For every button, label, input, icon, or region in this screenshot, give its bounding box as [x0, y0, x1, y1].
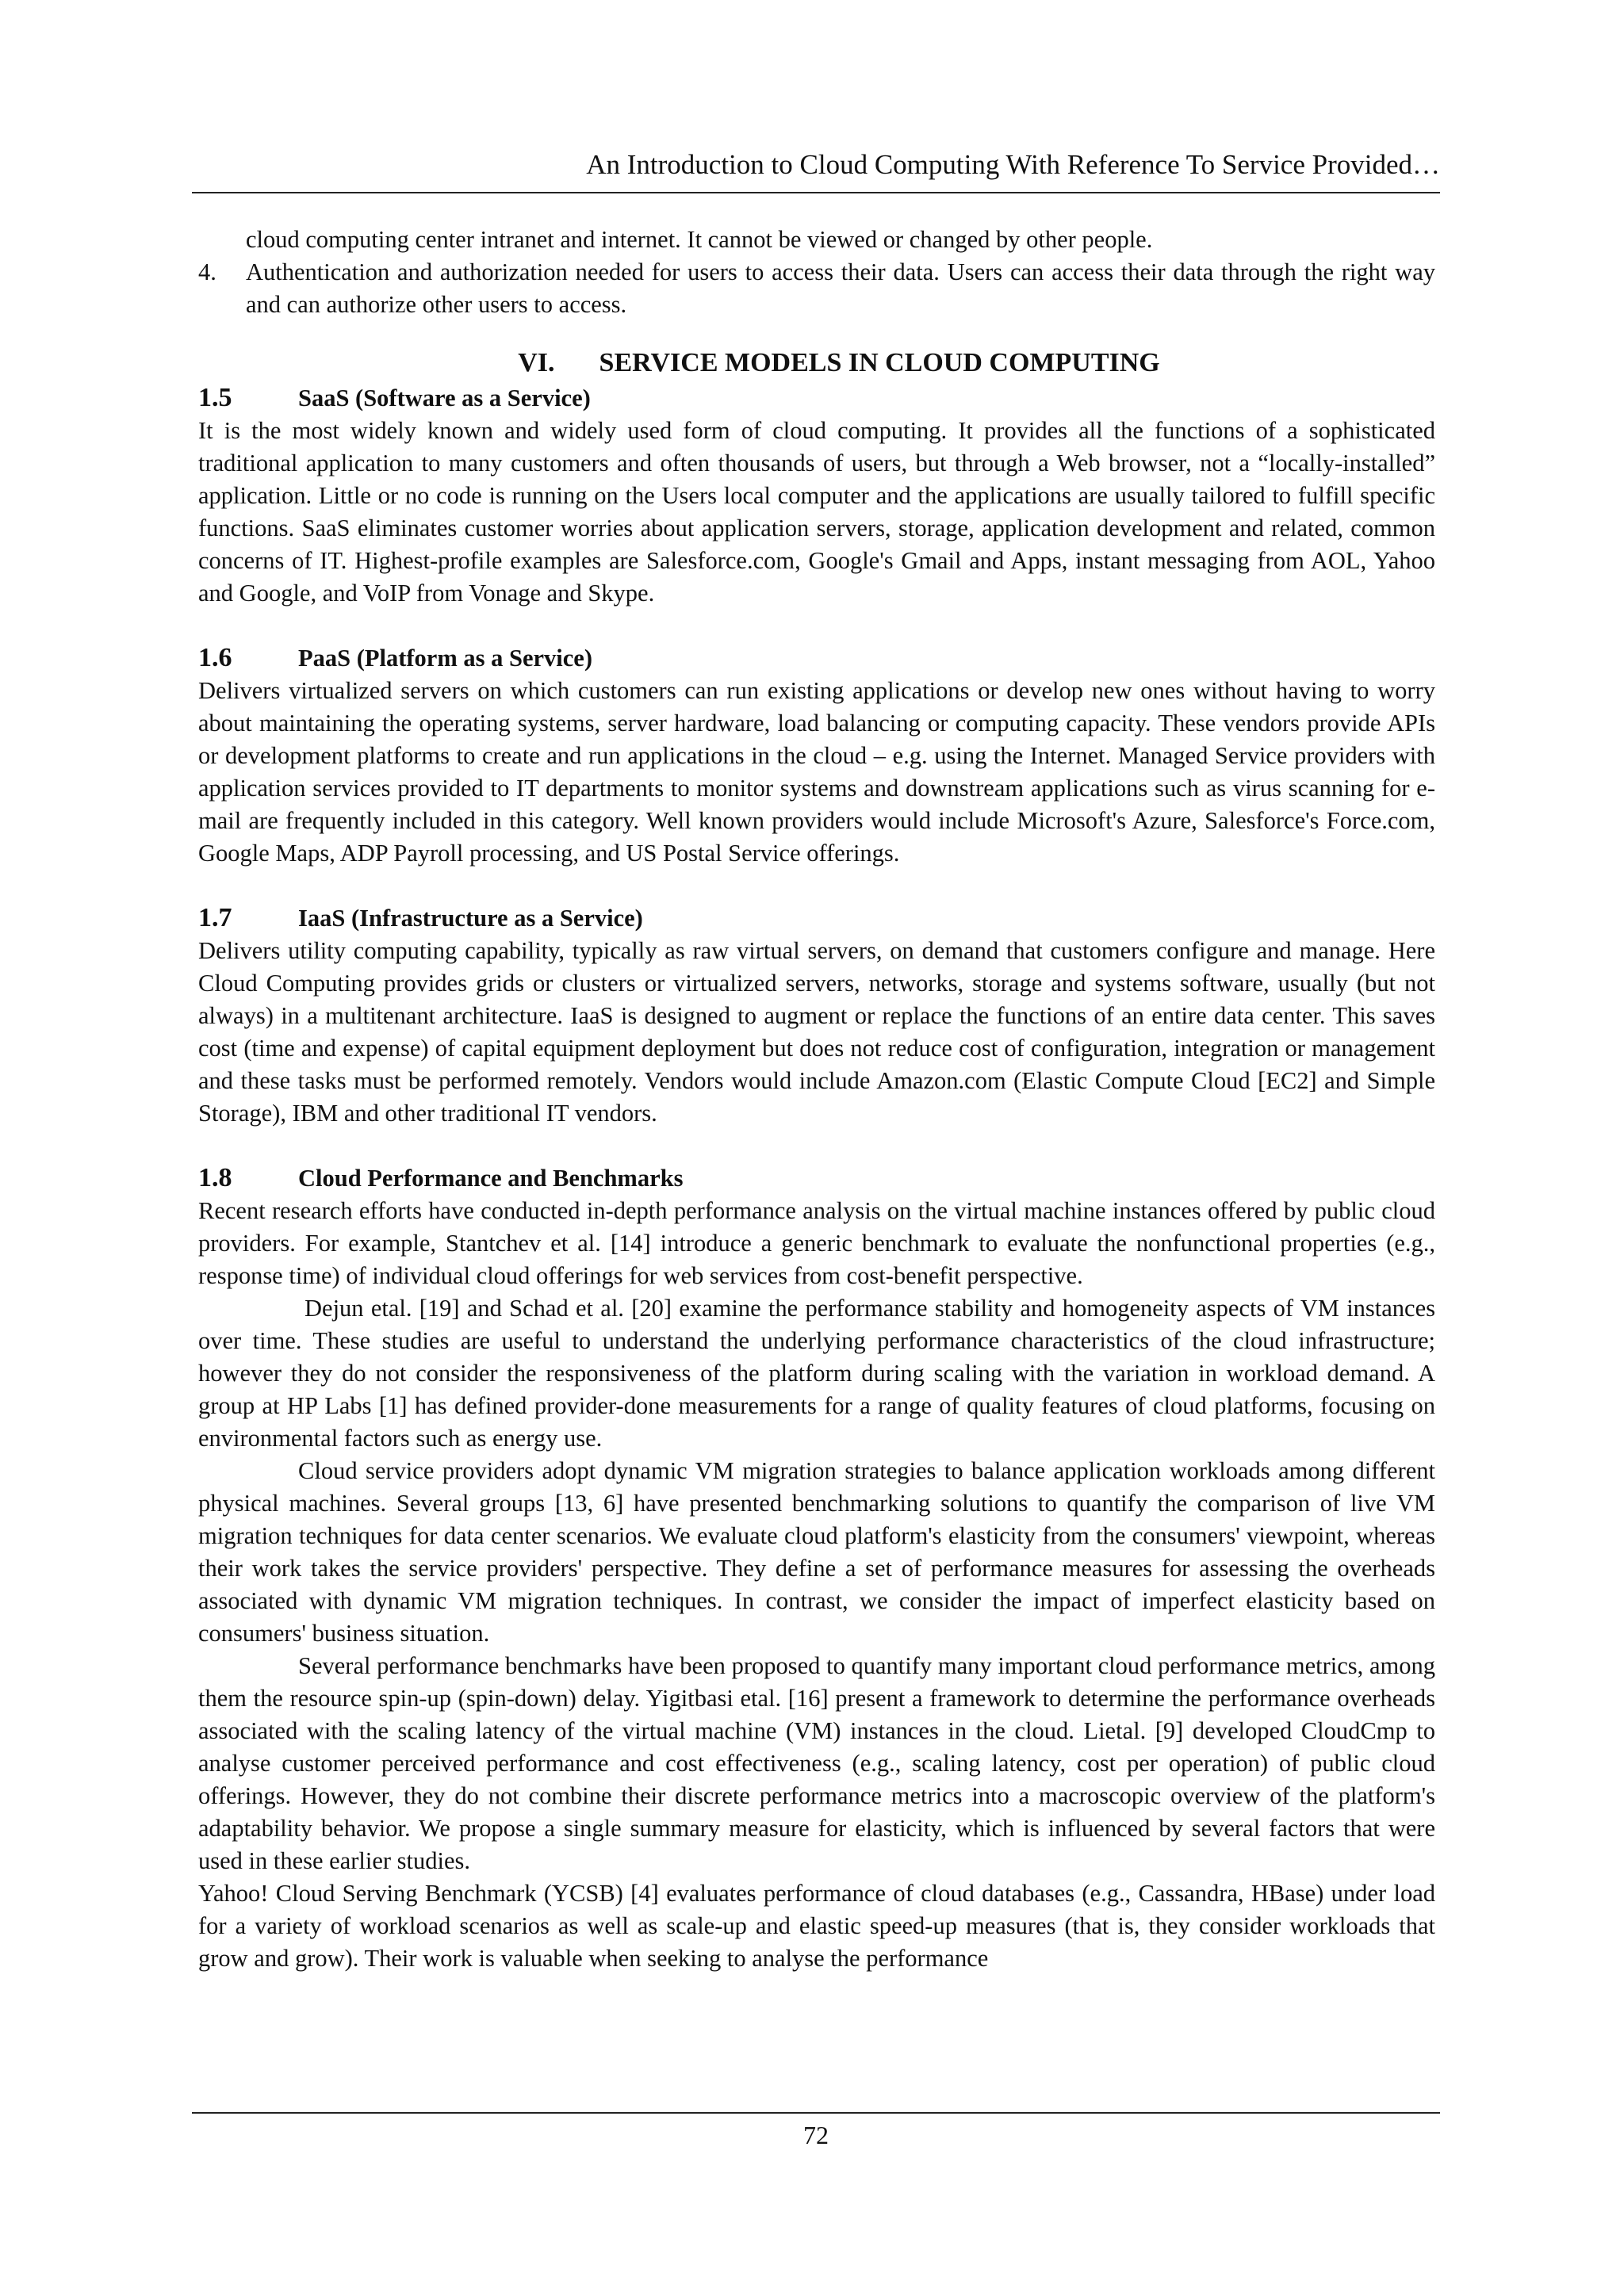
paragraph: It is the most widely known and widely used form of cloud computing. It provides all the functions of a sophisticated traditional application to many customers and often thousands of users, but through a Web browser, not a “locally-installed” application. Little or no code is running on the Users local computer and the applications are usually tailored to fulfill specific functions. SaaS eliminates customer worries about application servers, storage, application development and related, common concerns of IT. Highest-profile examples are Salesforce.com, Google's Gmail and Apps, instant messaging from AOL, Yahoo and Google, and VoIP from Vonage and Skype. [198, 417, 1435, 607]
subsection-title: IaaS (Infrastructure as a Service) [298, 905, 643, 932]
running-header: An Introduction to Cloud Computing With Reference To Service Provided… [586, 149, 1440, 180]
section-title: SERVICE MODELS IN CLOUD COMPUTING [599, 348, 1160, 377]
subsection-heading-saas [198, 381, 1435, 415]
subsection-title: Cloud Performance and Benchmarks [298, 1165, 684, 1192]
paragraph: Several performance benchmarks have been proposed to quantify many important cloud performance metrics, among them the resource spin-up (spin-down) delay. Yigitbasi etal. [16] present a framework to determine the performance overheads associated with the scaling latency of the virtual machine (VM) instances in the cloud. Lietal. [9] developed CloudCmp to analyse customer perceived performance and cost effectiveness (e.g., scaling latency, cost per operation) of public cloud offerings. However, they do not combine their discrete performance metrics into a macroscopic overview of the platform's adaptability behavior. We propose a single summary measure for elasticity, which is influenced by several factors that were used in these earlier studies. [198, 1652, 1435, 1874]
list-item-text: Authentication and authorization needed for users to access their data. Users can access their data through the right way and can authorize other users to access. [246, 258, 1435, 318]
subsection-number: 1.8 [198, 1163, 232, 1192]
footer-rule [192, 2112, 1440, 2114]
subsection-heading-paas [198, 641, 1435, 675]
list-item-number: 4. [198, 258, 216, 285]
list-item [198, 256, 1435, 321]
paragraph: Cloud service providers adopt dynamic VM migration strategies to balance application workloads among different physical machines. Several groups [13, 6] have presented benchmarking solutions to quantify the comparison of live VM migration techniques for data center scenarios. We evaluate cloud platform's elasticity from the consumers' viewpoint, whereas their work takes the service providers' perspective. They define a set of performance measures for assessing the overheads associated with dynamic VM migration techniques. In contrast, we consider the impact of imperfect elasticity based on consumers' business situation. [198, 1457, 1435, 1647]
subsection-heading-benchmarks [198, 1161, 1435, 1195]
paragraph: Recent research efforts have conducted in-depth performance analysis on the virtual machine instances offered by public cloud providers. For example, Stantchev et al. [14] introduce a generic benchmark to evaluate the nonfunctional properties (e.g., response time) of individual cloud offerings for web services from cost-benefit perspective. [198, 1197, 1435, 1289]
section-heading [198, 345, 1435, 381]
subsection-number: 1.5 [198, 383, 232, 412]
paragraph: Dejun etal. [19] and Schad et al. [20] examine the performance stability and homogeneity aspects of VM instances over time. These studies are useful to understand the underlying performance characteristics of the cloud infrastructure; however they do not consider the responsiveness of the platform during scaling with the variation in workload demand. A group at HP Labs [1] has defined provider-done measurements for a range of quality features of cloud platforms, focusing on environmental factors such as energy use. [198, 1295, 1435, 1452]
paragraph: Delivers virtualized servers on which customers can run existing applications or develop new ones without having to worry about maintaining the operating systems, server hardware, load balancing or computing capacity. These vendors provide APIs or development platforms to create and run applications in the cloud – e.g. using the Internet. Managed Service providers with application services provided to IT departments to monitor systems and downstream applications such as virus scanning for e-mail are frequently included in this category. Well known providers would include Microsoft's Azure, Salesforce's Force.com, Google Maps, ADP Payroll processing, and US Postal Service offerings. [198, 677, 1435, 867]
subsection-heading-iaas [198, 901, 1435, 935]
page-number: 72 [803, 2121, 829, 2149]
paragraph: Delivers utility computing capability, typically as raw virtual servers, on demand that customers configure and manage. Here Cloud Computing provides grids or clusters or virtualized servers, networks, storage and systems software, usually (but not always) in a multitenant architecture. IaaS is designed to augment or replace the functions of an entire data center. This saves cost (time and expense) of capital equipment deployment but does not reduce cost of configuration, integration or management and these tasks must be performed remotely. Vendors would include Amazon.com (Elastic Compute Cloud [EC2] and Simple Storage), IBM and other traditional IT vendors. [198, 937, 1435, 1127]
subsection-number: 1.7 [198, 903, 232, 932]
section-number: VI. [518, 348, 555, 377]
page-body [198, 224, 1435, 1975]
subsection-title: SaaS (Software as a Service) [298, 385, 591, 411]
subsection-number: 1.6 [198, 643, 232, 672]
subsection-title: PaaS (Platform as a Service) [298, 645, 592, 672]
paragraph: Yahoo! Cloud Serving Benchmark (YCSB) [4] evaluates performance of cloud databases (e.g., Cassandra, HBase) under load for a variety of workload scenarios as well as scale-up and elastic speed-up measures (that is, they consider workloads that grow and grow). Their work is valuable when seeking to analyse the performance [198, 1880, 1435, 1972]
header-rule [192, 192, 1440, 193]
list-continuation: cloud computing center intranet and internet. It cannot be viewed or changed by other people. [246, 226, 1153, 253]
